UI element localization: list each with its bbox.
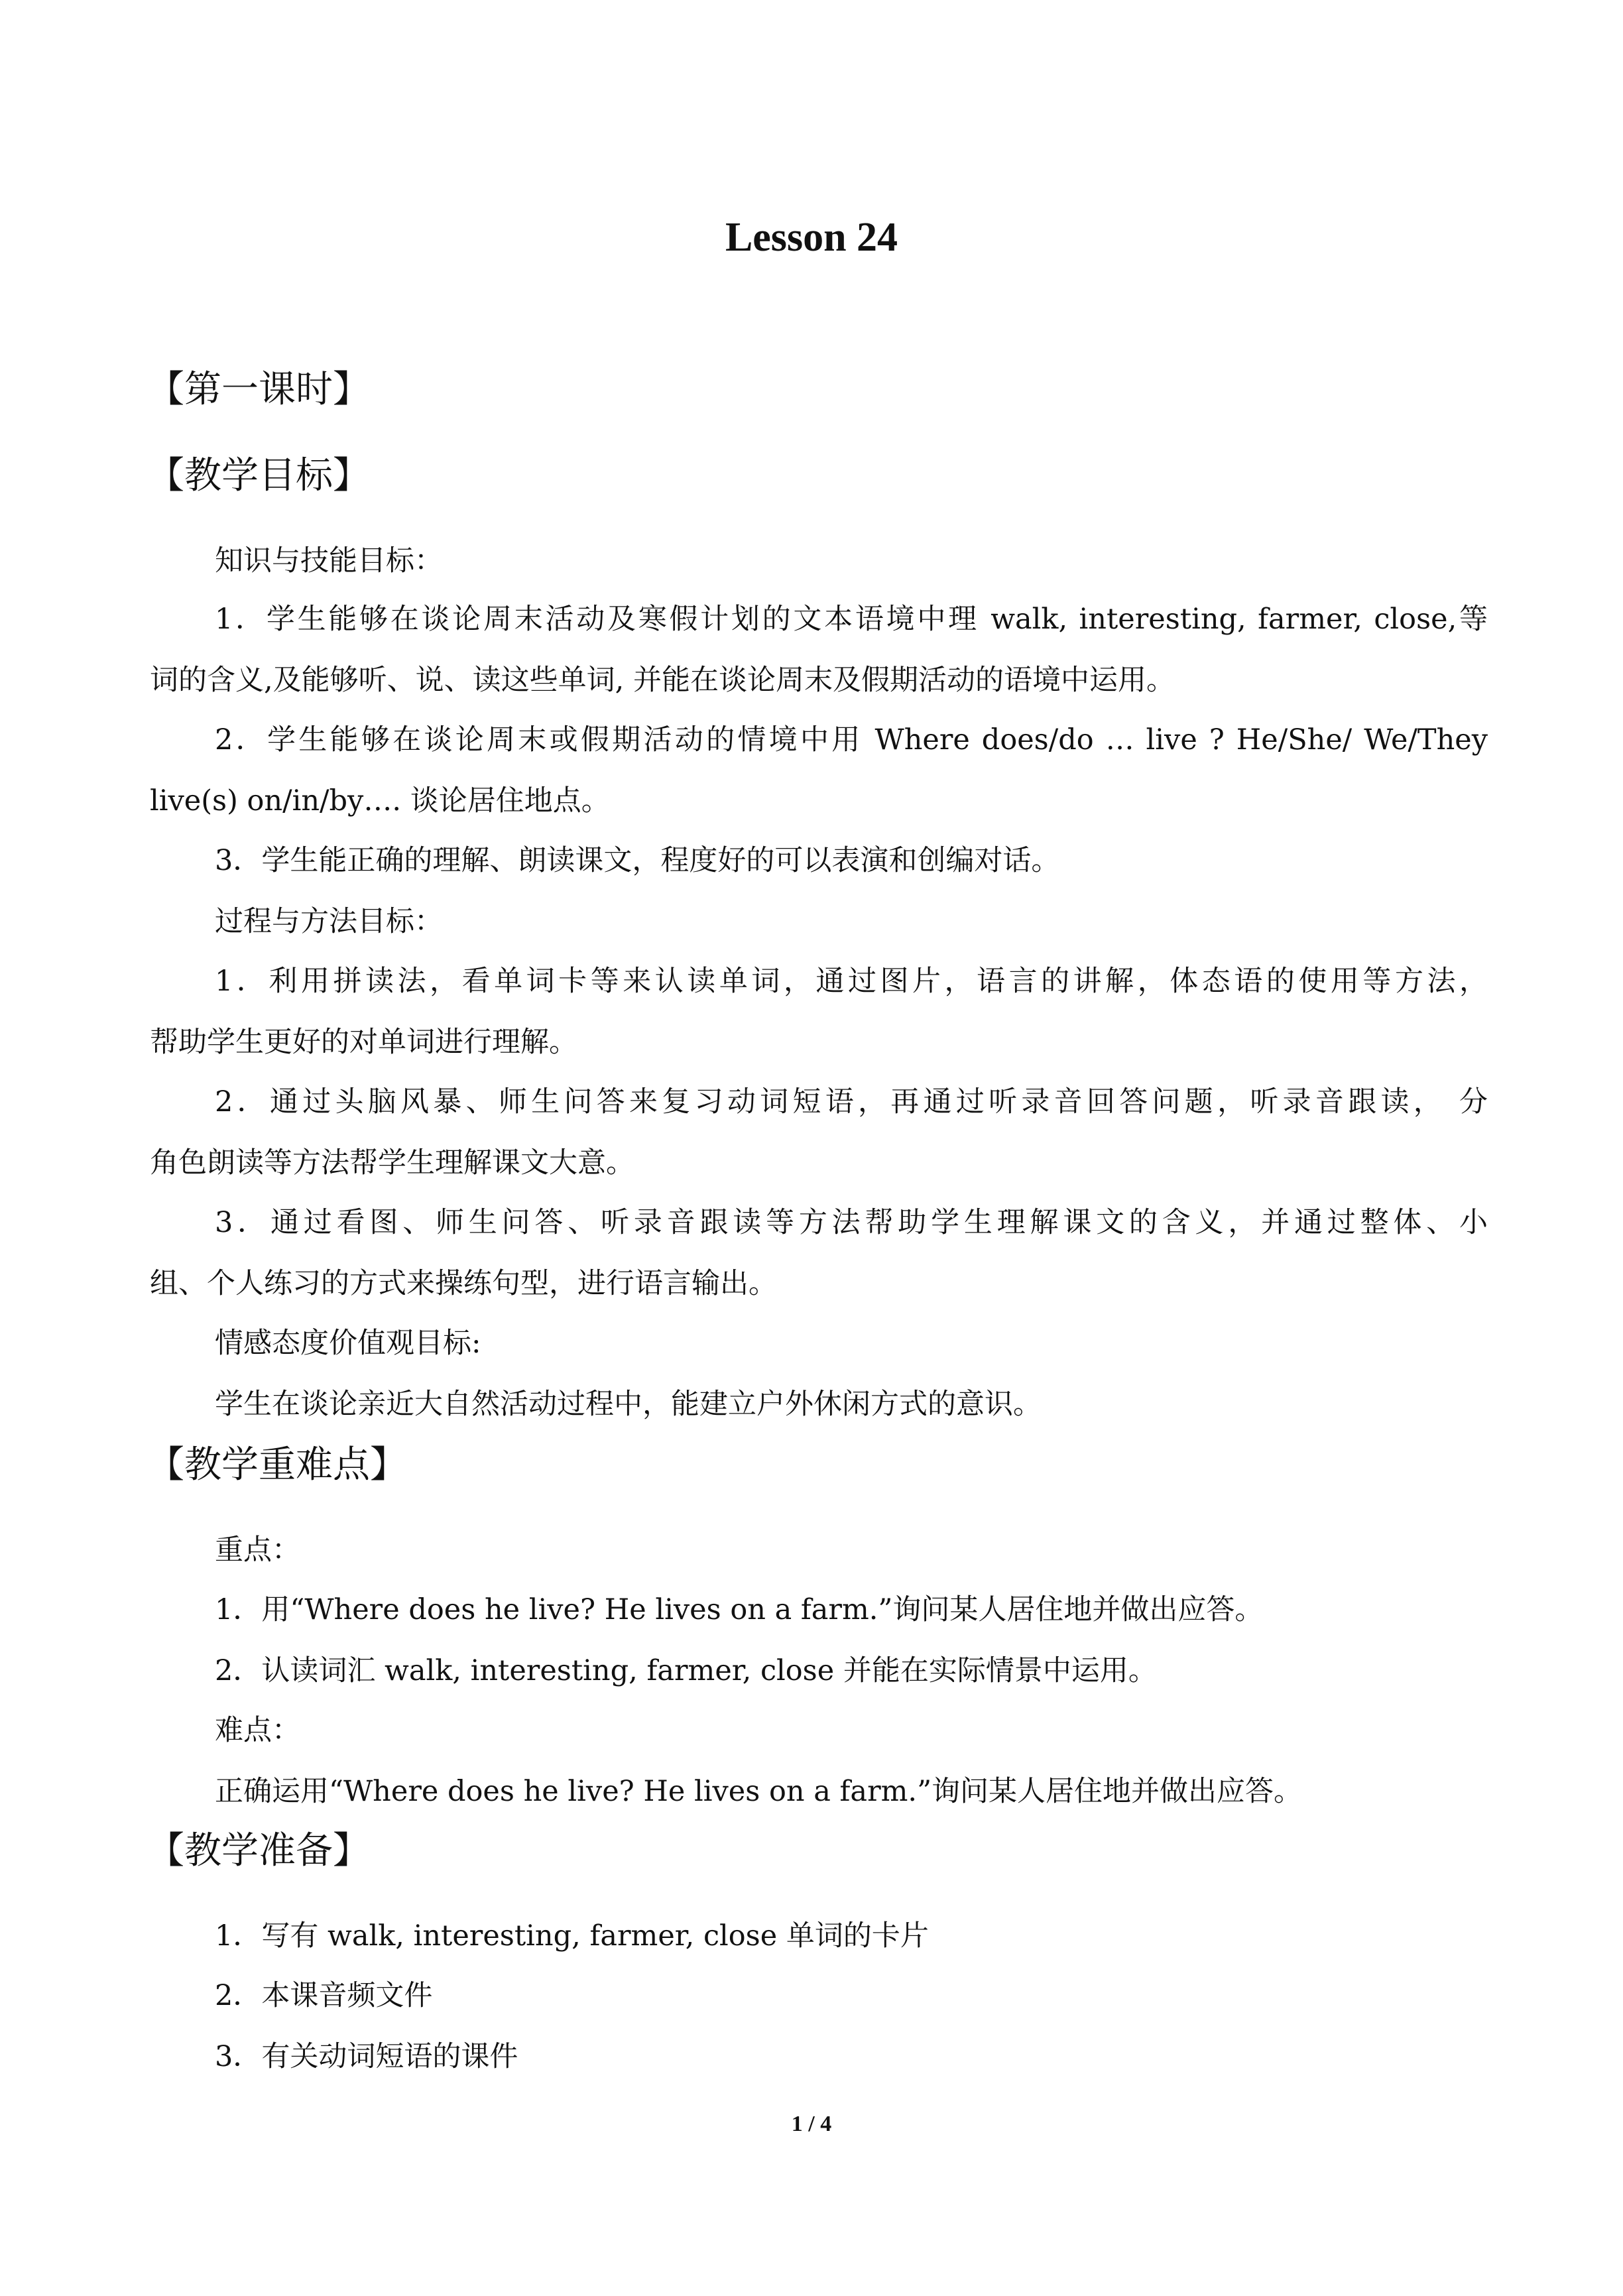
process-item-1-line-1: 1．利用拼读法，看单词卡等来认读单词，通过图片，语言的讲解，体态语的使用等方法，	[215, 965, 1488, 998]
preparation-heading: 【教学准备】	[147, 1829, 370, 1872]
focus-item-2: 2．认读词汇 walk, interesting, farmer, close 并能在实际情景中运用。	[215, 1654, 1157, 1687]
knowledge-item-3: 3．学生能正确的理解、朗读课文，程度好的可以表演和创编对话。	[215, 844, 1060, 877]
difficulty-item-1: 正确运用“Where does he live? He lives on a farm.”询问某人居住地并做出应答。	[215, 1775, 1303, 1808]
knowledge-item-1-line-2: 词的含义,及能够听、说、读这些单词, 并能在谈论周末及假期活动的语境中运用。	[150, 664, 1175, 697]
difficulty-label: 难点：	[215, 1714, 300, 1747]
knowledge-item-2-line-2: live(s) on/in/by…. 谈论居住地点。	[150, 784, 610, 817]
process-item-1-line-2: 帮助学生更好的对单词进行理解。	[150, 1026, 577, 1059]
preparation-item-3: 3．有关动词短语的课件	[215, 2040, 518, 2073]
page-number: 1 / 4	[791, 2112, 832, 2136]
knowledge-label: 知识与技能目标：	[215, 544, 443, 577]
knowledge-item-1-line-1: 1．学生能够在谈论周末活动及寒假计划的文本语境中理 walk, interesting, farmer, close,等	[215, 603, 1488, 636]
preparation-item-1: 1．写有 walk, interesting, farmer, close 单词的卡片	[215, 1919, 929, 1953]
focus-label: 重点：	[215, 1534, 300, 1567]
document-title: Lesson 24	[725, 215, 898, 260]
process-label: 过程与方法目标：	[215, 905, 443, 938]
preparation-item-2: 2．本课音频文件	[215, 1979, 433, 2012]
process-item-2-line-2: 角色朗读等方法帮学生理解课文大意。	[150, 1146, 634, 1179]
focus-item-1: 1．用“Where does he live? He lives on a farm.”询问某人居住地并做出应答。	[215, 1593, 1264, 1626]
knowledge-item-2-line-1: 2．学生能够在谈论周末或假期活动的情境中用 Where does/do … live ? He/She/ We/They	[215, 723, 1488, 756]
emotion-label: 情感态度价值观目标:	[215, 1327, 481, 1360]
emotion-text: 学生在谈论亲近大自然活动过程中，能建立户外休闲方式的意识。	[215, 1388, 1042, 1421]
process-item-3-line-2: 组、个人练习的方式来操练句型，进行语言输出。	[150, 1267, 777, 1300]
process-item-3-line-1: 3．通过看图、师生问答、听录音跟读等方法帮助学生理解课文的含义，并通过整体、小	[215, 1206, 1488, 1239]
process-item-2-line-1: 2．通过头脑风暴、师生问答来复习动词短语，再通过听录音回答问题，听录音跟读， 分	[215, 1085, 1488, 1118]
section-period-heading: 【第一课时】	[147, 368, 370, 411]
objectives-heading: 【教学目标】	[147, 454, 370, 497]
key-points-heading: 【教学重难点】	[147, 1443, 407, 1486]
